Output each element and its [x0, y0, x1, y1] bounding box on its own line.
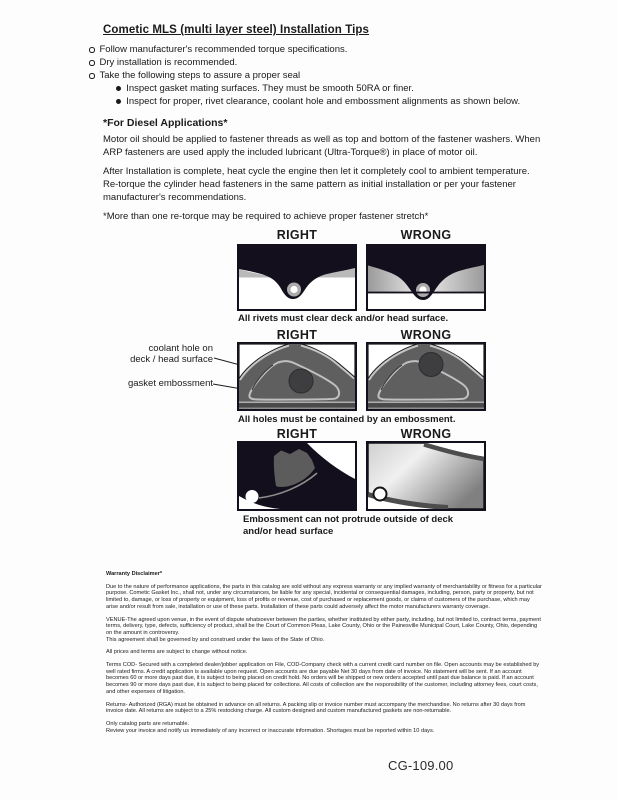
- diagram3-panels: [237, 441, 486, 511]
- list-item: [116, 95, 559, 108]
- rivet-clearance-wrong-diagram: [366, 244, 486, 311]
- coolant-hole-icon: [419, 353, 443, 377]
- diagram2-caption: All holes must be contained by an embossment.: [238, 414, 456, 425]
- diagram2-panels: [237, 342, 486, 411]
- legal-paragraph: Due to the nature of performance applications, the parts in this catalog are sold without any express warranty or any implied warranty of merchantability or fitness for a particular purpose. Cometic Gasket Inc., shall not, under any circumstances, be liable for any special, incidental or consequential damages, including, person, party or property, but not limited to, damage, or loss of property or equipment, loss of profits or revenue, cost of purchased or replacement goods, or claims of customers of the purchase, which may arise and/or result from sale, installation or use of these parts. Installation of these parts could adversely affect the motor manufacturers warranty coverage.: [106, 583, 542, 610]
- legal-paragraph: Only catalog parts are returnable.: [106, 720, 190, 727]
- tip-text: Follow manufacturer's recommended torque specifications.: [99, 44, 348, 55]
- right-label: RIGHT: [276, 328, 318, 342]
- diesel-paragraph: Motor oil should be applied to fastener threads as well as top and bottom of the fastener washers. When ARP fasteners are used apply the included lubricant (Ultra-Torque®) in place of motor oil.: [103, 134, 541, 158]
- diagram1-labels: [237, 228, 486, 242]
- diagram1-panels: [237, 244, 486, 311]
- rivet-clearance-right-diagram: [237, 244, 357, 311]
- wrong-label: WRONG: [400, 328, 452, 342]
- list-item: [89, 43, 559, 56]
- diagram3-caption: Embossment can not protrude outside of deck and/or head surface: [243, 514, 454, 537]
- embossment-containment-right-diagram: [237, 342, 357, 411]
- diagram2-labels: [237, 328, 486, 342]
- bolt-hole-icon: [246, 490, 259, 503]
- legal-paragraph: Terms COD- Secured with a completed dealer/jobber application on File, COD-Company check with a current credit card number on file. Open accounts may be established by well rated firms. A credit application is available upon request. Open accounts are due payable Net 30 days from date of invoice. No statement will be sent. If an account becomes 60 or more days past due, it is subject to being placed on credit hold. No orders will be shipped or new orders accepted until past due balance is paid. If an account becomes 90 or more days past due, it is subject to being placed for collections. All costs of collection are the responsibility of the customer, including attorney fees, court costs, and other expenses of litigation.: [106, 662, 540, 695]
- right-label: RIGHT: [276, 228, 318, 242]
- tip-text: Inspect for proper, rivet clearance, coolant hole and embossment alignments as shown below.: [126, 96, 521, 107]
- annotation-coolant-hole: coolant hole on deck / head surface: [130, 343, 213, 365]
- installation-tips-list: [89, 43, 559, 108]
- embossment-containment-wrong-diagram: [366, 342, 486, 411]
- warranty-disclaimer-heading: Warranty Disclaimer*: [106, 571, 163, 577]
- legal-paragraph: All prices and terms are subject to change without notice.: [106, 649, 248, 656]
- circle-bullet-icon: [89, 47, 95, 53]
- bolt-hole-icon: [374, 488, 387, 501]
- list-item: [89, 69, 559, 82]
- protrusion-wrong-diagram: [366, 441, 486, 511]
- diagram3-labels: [237, 427, 486, 441]
- dot-bullet-icon: [116, 86, 121, 91]
- document-code: CG-109.00: [388, 758, 454, 773]
- wrong-label: WRONG: [400, 427, 452, 441]
- circle-bullet-icon: [89, 60, 95, 66]
- list-item: [116, 82, 559, 95]
- diagram1-caption: All rivets must clear deck and/or head surface.: [238, 313, 449, 324]
- protrusion-right-diagram: [237, 441, 357, 511]
- page-title: Cometic MLS (multi layer steel) Installation Tips: [103, 24, 370, 36]
- wrong-label: WRONG: [400, 228, 452, 242]
- legal-disclaimer-block: [106, 571, 542, 740]
- tip-text: Dry installation is recommended.: [99, 57, 238, 68]
- legal-paragraph: This agreement shall be governed by and construed under the laws of the State of Ohio.: [106, 636, 325, 643]
- legal-paragraph: VENUE-The agreed upon venue, in the event of dispute whatsoever between the parties, whether instituted by either party, including, but not limited to, contract terms, payment terms, delivery, type, defects, sufficiency of product, shall be the Court of Common Pleas, Lake County, Ohio or the Painesville Municipal Court, Lake County, Ohio, depending on the amount in controversy.: [106, 616, 541, 636]
- right-label: RIGHT: [276, 427, 318, 441]
- coolant-hole-icon: [289, 369, 313, 393]
- list-item: [89, 56, 559, 69]
- tip-text: Inspect gasket mating surfaces. They must be smooth 50RA or finer.: [126, 83, 414, 94]
- retorque-note: *More than one re-torque may be required to achieve proper fastener stretch*: [103, 211, 429, 222]
- diesel-section-heading: *For Diesel Applications*: [103, 117, 228, 129]
- circle-bullet-icon: [89, 73, 95, 79]
- dot-bullet-icon: [116, 99, 121, 104]
- legal-paragraph: Review your invoice and notify us immediately of any incorrect or inaccurate information. Shortages must be reported within 10 days.: [106, 727, 435, 734]
- annotation-gasket-embossment: gasket embossment: [127, 378, 213, 389]
- diesel-paragraph: After Installation is complete, heat cycle the engine then let it completely cool to ambient temperature. Re-torque the cylinder head fasteners in the same pattern as initial installation or per your fastener manufacturer's recommendations.: [103, 166, 530, 203]
- tip-text: Take the following steps to assure a proper seal: [99, 70, 301, 81]
- legal-paragraph: Returns- Authorized (RGA) must be obtained in advance on all returns. A packing slip or invoice number must accompany the merchandise. No returns after 30 days from invoice date. All returns are subject to a 25% restocking charge. All custom designed and custom manufactured gaskets are non-returnable.: [106, 701, 526, 715]
